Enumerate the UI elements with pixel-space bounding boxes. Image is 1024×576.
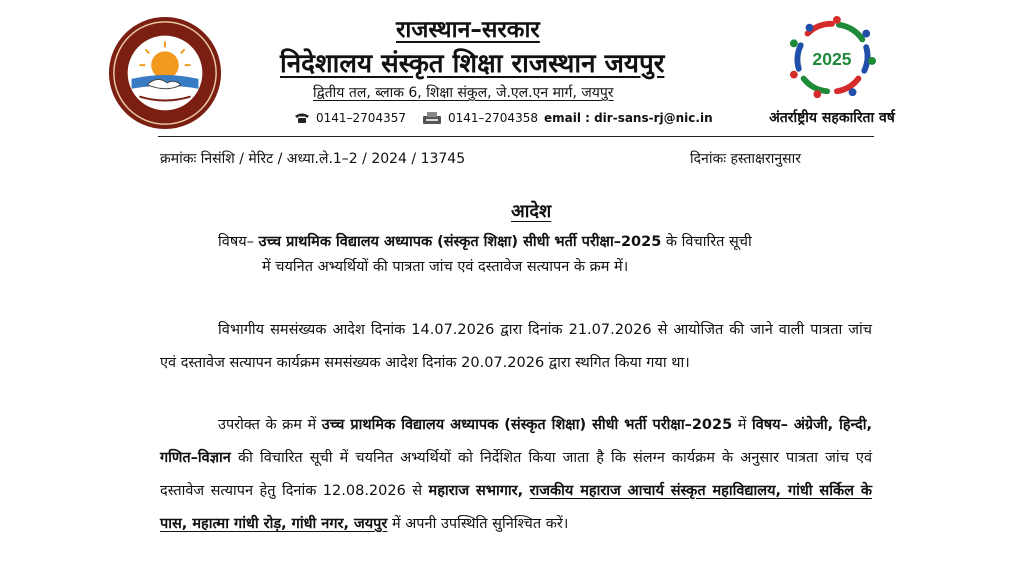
subject-rest: के विचारित सूची [665, 234, 752, 250]
p2-venue-address: राजकीय महाराज आचार्य संस्कृत महाविद्यालय, गांधी सर्किल के पास, महात्मा गांधी रोड़, गांधी नगर, जयपुर [160, 483, 872, 532]
p2-part2: में [737, 417, 747, 433]
paragraph-1: विभागीय समसंख्यक आदेश दिनांक 14.07.2026 द्वारा दिनांक 21.07.2026 से आयोजित की जाने वाली पात्रता जांच एवं दस्तावेज सत्यापन कार्यक्रम समसंख्यक आदेश दिनांक 20.07.2026 द्वारा स्थगित किया गया था। [160, 322, 872, 371]
paragraph-2 [160, 409, 872, 541]
subject-block [218, 230, 870, 280]
email-address: email : dir-sans-rj@nic.in [543, 111, 713, 125]
fax-number: 0141–2704358 [447, 111, 538, 125]
subject-prefix: विषय– [218, 234, 254, 250]
phone-number: 0141–2704357 [316, 111, 406, 125]
p2-venue-hall: महाराज सभागार, [428, 483, 524, 499]
order-title: आदेश [511, 201, 552, 222]
p2-part1: उपरोक्त के क्रम में [218, 417, 317, 433]
fax-icon [422, 112, 442, 125]
subject-line2: में चयनित अभ्यर्थियों की पात्रता जांच एवं दस्तावेज सत्यापन के क्रम में। [262, 259, 629, 275]
header-divider [158, 136, 874, 137]
p2-part4: में अपनी उपस्थिति सुनिश्चित करें। [391, 516, 569, 532]
p2-exam-name: उच्च प्राथमिक विद्यालय अध्यापक (संस्कृत शिक्षा) सीधी भर्ती परीक्षा–2025 [321, 417, 733, 433]
reference-number: क्रमांकः निसंशि / मेरिट / अध्या.ले.1–2 / 2024 / 13745 [160, 151, 466, 167]
cooperative-year-logo [788, 14, 876, 102]
p2-subjects: विषय– अंग्रेजी, हिन्दी, गणित–विज्ञान [160, 417, 873, 466]
directorate-seal-logo [106, 14, 224, 132]
cooperative-year-caption: अंतर्राष्ट्रीय सहकारिता वर्ष [769, 110, 895, 126]
p2-part3: की विचारित सूची में चयनित अभ्यर्थियों को निर्देशित किया जाता है कि संलग्न कार्यक्रम के अनुसार पात्रता जांच एवं दस्तावेज सत्यापन हेतु दिनांक 12.08.2026 से [160, 450, 873, 499]
subject-exam-name: उच्च प्राथमिक विद्यालय अध्यापक (संस्कृत शिक्षा) सीधी भर्ती परीक्षा–2025 [258, 234, 662, 250]
office-address: द्वितीय तल, ब्लाक 6, शिक्षा संकुल, जे.एल.एन मार्ग, जयपुर [313, 85, 614, 101]
phone-icon [294, 112, 310, 124]
government-heading: राजस्थान–सरकार [396, 17, 540, 43]
directorate-heading: निदेशालय संस्कृत शिक्षा राजस्थान जयपुर [280, 49, 665, 79]
contact-line [294, 111, 713, 125]
reference-date: दिनांकः हस्ताक्षरानुसार [690, 151, 801, 167]
coop-logo-year: 2025 [812, 48, 852, 69]
